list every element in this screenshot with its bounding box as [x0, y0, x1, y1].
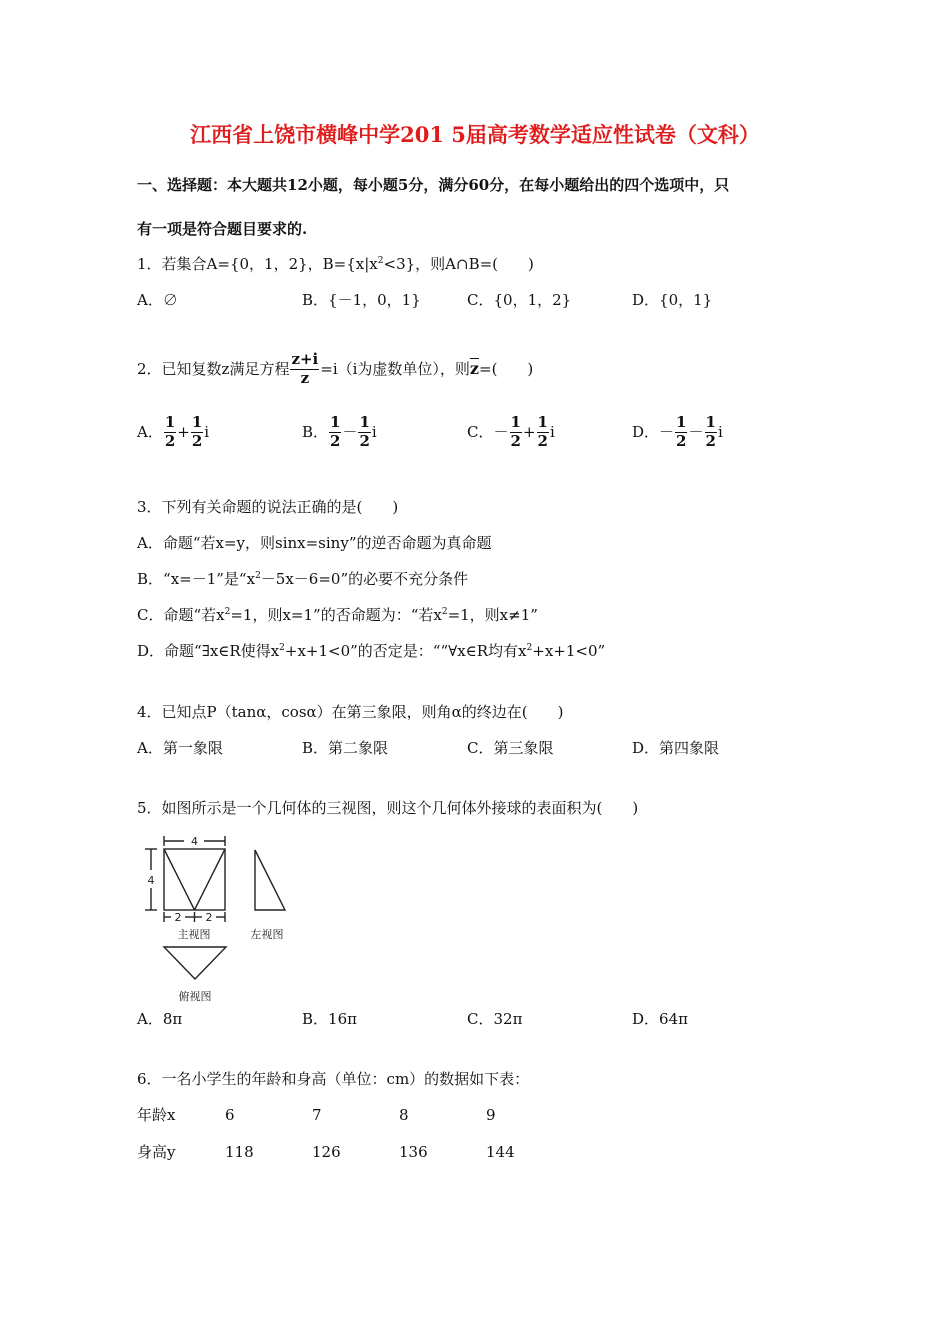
- q3-option-b: [137, 572, 468, 587]
- q1-stem-part: <3}，则A∩B=( ): [383, 255, 534, 273]
- q3-text: C．命题“若x: [137, 606, 225, 624]
- fraction: [537, 415, 549, 450]
- side-view-triangle: [255, 850, 285, 910]
- q1-option-a: A．∅: [137, 291, 178, 309]
- denominator: 2: [510, 431, 521, 450]
- front-view-square: [164, 849, 225, 910]
- numerator: 1: [676, 413, 687, 431]
- imaginary-unit: i: [371, 422, 377, 441]
- numerator: 1: [510, 413, 521, 431]
- option-operator: －: [342, 422, 358, 441]
- fraction: [191, 415, 203, 450]
- superscript: 2: [526, 643, 533, 653]
- q2-option-b: [302, 415, 377, 450]
- table-cell: 6: [225, 1106, 235, 1124]
- q1-stem-part: 1．若集合A={0，1，2}，B={x|x: [137, 255, 378, 273]
- fraction: [329, 415, 341, 450]
- option-label: B．: [302, 422, 329, 441]
- q1-option-d: D．{0，1}: [632, 291, 713, 309]
- fraction: [164, 415, 176, 450]
- q1-option-c: C．{0，1，2}: [467, 291, 572, 309]
- numerator: 1: [191, 413, 203, 431]
- q4-option-a: A．第一象限: [137, 739, 223, 757]
- numerator: 1: [330, 413, 341, 431]
- numerator: 1: [164, 413, 176, 431]
- page-title: 江西省上饶市横峰中学201 5届高考数学适应性试卷（文科）: [190, 122, 760, 147]
- side-view-caption: 左视图: [250, 928, 284, 941]
- q2-option-c: [467, 415, 555, 450]
- denominator: 2: [705, 431, 716, 450]
- top-view-caption: 俯视图: [178, 990, 212, 1003]
- option-operator: +: [522, 422, 536, 441]
- question-3-stem: 3．下列有关命题的说法正确的是( ): [137, 498, 399, 516]
- q3-text: =1，则x=1”的否命题为：“若x: [230, 606, 442, 624]
- fraction: [510, 415, 522, 450]
- q3-text: D．命题“∃x∈R使得x: [137, 642, 280, 660]
- question-6-stem: 6．一名小学生的年龄和身高（单位：cm）的数据如下表：: [137, 1070, 530, 1088]
- q2-option-a: [137, 415, 209, 450]
- front-view-edge: [164, 849, 195, 910]
- q2-fraction: [290, 352, 319, 387]
- numerator: 1: [705, 413, 716, 431]
- fraction: [705, 415, 717, 450]
- q5-option-d: D．64π: [632, 1010, 688, 1028]
- q2-stem-part: 2．已知复数z满足方程: [137, 359, 290, 378]
- denominator: 2: [164, 431, 176, 450]
- section-heading-line2: 有一项是符合题目要求的.: [137, 220, 308, 238]
- q3-option-d: [137, 644, 605, 659]
- table-cell: 136: [399, 1143, 428, 1161]
- front-view-caption: 主视图: [177, 928, 211, 941]
- denominator: 2: [330, 431, 341, 450]
- q5-option-c: C．32π: [467, 1010, 523, 1028]
- dim-top-label: 4: [191, 835, 198, 848]
- table-cell-header: 身高y: [137, 1143, 176, 1161]
- table-cell: 7: [312, 1106, 322, 1124]
- imaginary-unit: i: [204, 422, 210, 441]
- superscript: 2: [224, 607, 231, 617]
- question-2-stem: [137, 352, 533, 387]
- q3-option-c: [137, 608, 538, 623]
- option-operator: +: [177, 422, 190, 441]
- q5-option-a: A．8π: [137, 1010, 183, 1028]
- superscript: 2: [255, 571, 261, 581]
- option-label: D．: [632, 422, 660, 441]
- numerator: 1: [359, 413, 370, 431]
- superscript: 2: [441, 607, 448, 617]
- dim-left-label: 4: [147, 874, 155, 887]
- fraction: [358, 415, 370, 450]
- dim-bottom-right-label: 2: [205, 911, 213, 924]
- imaginary-unit: i: [717, 422, 723, 441]
- q3-text: +x+1<0”的否定是：““∀x∈R均有x: [284, 642, 527, 660]
- option-label: A．: [137, 422, 163, 441]
- question-4-stem: 4．已知点P（tanα，cosα）在第三象限，则角α的终边在( ): [137, 703, 564, 721]
- q4-option-b: B．第二象限: [302, 739, 389, 757]
- q3-option-a: A．命题“若x=y，则sinx=siny”的逆否命题为真命题: [137, 534, 492, 552]
- section-heading-line1: 一、选择题：本大题共12小题，每小题5分，满分60分，在每小题给出的四个选项中，只: [137, 176, 730, 194]
- fraction: [675, 415, 687, 450]
- denominator: 2: [676, 431, 687, 450]
- superscript: 2: [279, 643, 285, 653]
- q2-stem-part: =i（i为虚数单位），则: [320, 359, 470, 378]
- q3-text: +x+1<0”: [532, 642, 606, 660]
- option-operator: －: [688, 422, 704, 441]
- option-sign: －: [493, 422, 509, 441]
- q3-text: B．“x=－1”是“x: [137, 570, 256, 588]
- table-cell-header: 年龄x: [137, 1106, 176, 1124]
- q2-stem-part: =( ): [479, 359, 534, 378]
- denominator: 2: [537, 431, 548, 450]
- q2-fraction-denominator: z: [300, 368, 310, 387]
- numerator: 1: [537, 413, 548, 431]
- table-cell: 118: [225, 1143, 254, 1161]
- three-view-figure: [140, 832, 300, 1007]
- table-cell: 9: [486, 1106, 496, 1124]
- q2-option-d: [632, 415, 723, 450]
- table-cell: 126: [312, 1143, 341, 1161]
- option-sign: －: [659, 422, 675, 441]
- denominator: 2: [191, 431, 203, 450]
- q4-option-d: D．第四象限: [632, 739, 720, 757]
- table-cell: 8: [399, 1106, 409, 1124]
- question-1-stem: [137, 257, 534, 272]
- option-label: C．: [467, 422, 494, 441]
- q4-option-c: C．第三象限: [467, 739, 554, 757]
- front-view-edge: [195, 849, 226, 910]
- q1-superscript: 2: [377, 256, 384, 266]
- q3-text: =1，则x≠1”: [447, 606, 538, 624]
- imaginary-unit: i: [549, 422, 555, 441]
- q2-fraction-numerator: z+i: [291, 350, 319, 368]
- q2-conjugate-z: $\overline{z}$: [469, 359, 480, 379]
- q1-option-b: B．{－1，0，1}: [302, 291, 421, 309]
- q5-option-b: B．16π: [302, 1010, 357, 1028]
- top-view-triangle: [164, 947, 226, 979]
- q3-text: －5x－6=0”的必要不充分条件: [260, 570, 469, 588]
- dim-bottom-left-label: 2: [174, 911, 182, 924]
- question-5-stem: 5．如图所示是一个几何体的三视图，则这个几何体外接球的表面积为( ): [137, 799, 639, 817]
- denominator: 2: [359, 431, 370, 450]
- table-cell: 144: [486, 1143, 515, 1161]
